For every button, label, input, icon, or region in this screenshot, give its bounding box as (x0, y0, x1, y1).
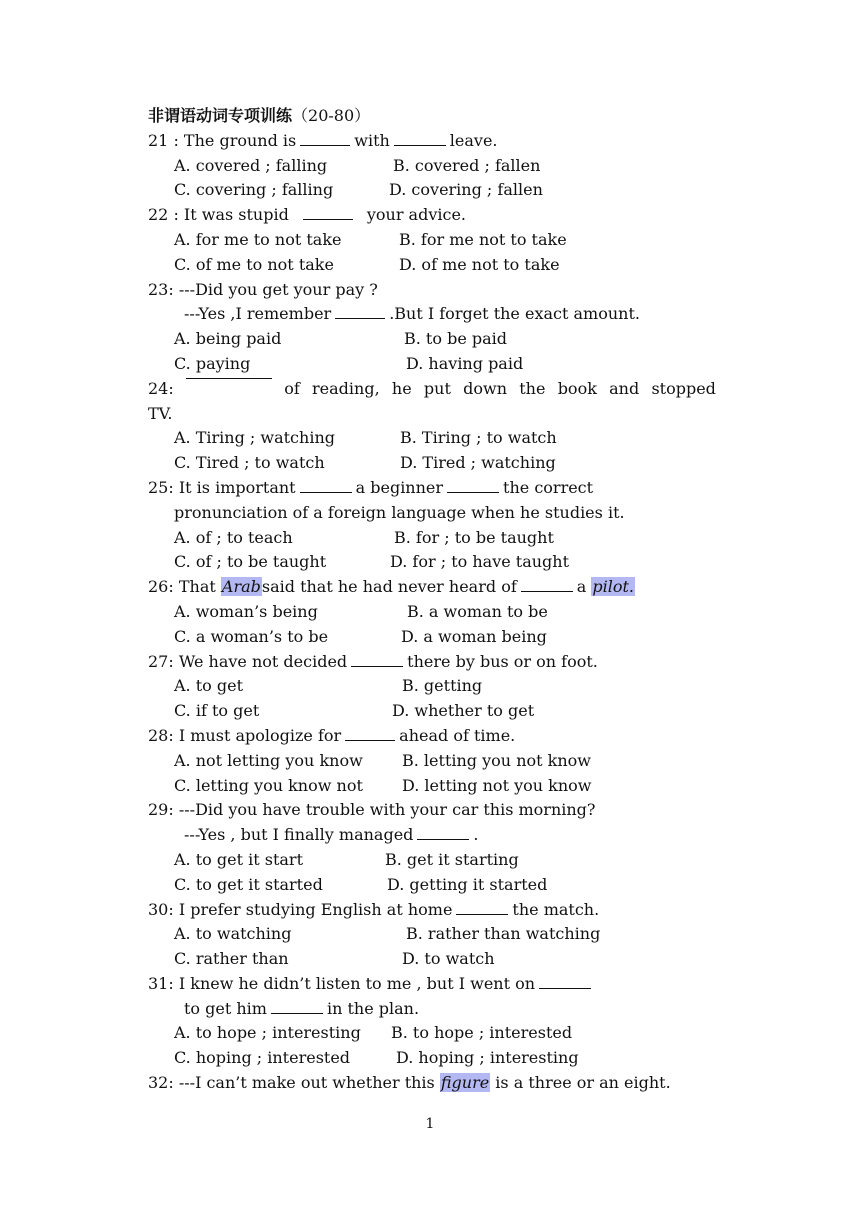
options-row (148, 228, 716, 253)
option-c: C. of ; to be taught (174, 552, 327, 572)
option-a: A. not letting you know (174, 750, 363, 770)
option-a: A. woman’s being (174, 601, 318, 621)
question-30: 30: I prefer studying English at home the match. (148, 899, 600, 919)
option-a: A. to watching (174, 924, 292, 944)
options-row (148, 327, 716, 352)
answer-blank (417, 838, 469, 840)
option-c: C. if to get (174, 701, 260, 721)
option-a: A. to hope ; interesting (174, 1023, 361, 1043)
option-d: D. covering ; fallen (389, 180, 543, 200)
option-c: C. covering ; falling (174, 180, 334, 200)
options-row (148, 550, 716, 575)
options-row (148, 774, 716, 799)
option-d: D. whether to get (392, 701, 535, 721)
option-d: D. a woman being (401, 626, 547, 646)
option-b: B. to hope ; interested (391, 1023, 573, 1043)
highlighted-word: pilot. (592, 577, 635, 597)
question-23: 23: ---Did you get your pay ? (148, 279, 378, 299)
option-d: D. getting it started (387, 874, 548, 894)
option-a: A. to get it start (174, 849, 303, 869)
options-row (148, 947, 716, 972)
option-a: A. of ; to teach (174, 527, 293, 547)
options-row (148, 451, 716, 476)
question-22: 22 : It was stupid your advice. (148, 205, 467, 225)
question-25: 25: It is important a beginner the correct (148, 477, 594, 497)
answer-blank (271, 1012, 323, 1014)
question-28: 28: I must apologize for ahead of time. (148, 725, 516, 745)
answer-blank (335, 317, 385, 319)
option-a: A. covered ; falling (174, 155, 328, 175)
options-row (148, 749, 716, 774)
option-a: A. Tiring ; watching (174, 428, 335, 448)
highlighted-word: figure (440, 1073, 490, 1093)
question-24-cont: TV. (148, 403, 173, 423)
options-row (148, 253, 716, 278)
question-31-cont: to get him in the plan. (184, 998, 420, 1018)
question-23-reply: ---Yes ,I remember .But I forget the exact amount. (184, 304, 640, 324)
options-row (148, 600, 716, 625)
question-29-reply: ---Yes , but I finally managed . (184, 825, 479, 845)
option-b: B. for ; to be taught (394, 527, 554, 547)
question-24: 24: of reading, he put down the book and stopped (148, 378, 716, 398)
option-b: B. for me not to take (399, 229, 567, 249)
question-21: 21 : The ground is with leave. (148, 130, 498, 150)
option-b: B. a woman to be (407, 601, 548, 621)
answer-blank (351, 665, 403, 667)
option-c: C. rather than (174, 949, 289, 969)
question-25-cont: pronunciation of a foreign language when he studies it. (174, 502, 625, 522)
option-d: D. to watch (402, 949, 495, 969)
option-d: D. letting not you know (402, 775, 592, 795)
option-b: B. to be paid (404, 329, 508, 349)
options-row (148, 1021, 716, 1046)
answer-blank (539, 987, 591, 989)
option-c: C. of me to not take (174, 254, 334, 274)
options-row (148, 625, 716, 650)
options-row (148, 426, 716, 451)
answer-blank (447, 491, 499, 493)
options-row (148, 154, 716, 179)
answer-blank (521, 590, 573, 592)
question-29: 29: ---Did you have trouble with your car this morning? (148, 800, 596, 820)
answer-blank (303, 218, 353, 220)
question-26: 26: That Arabsaid that he had never heard of a pilot. (148, 577, 635, 597)
option-c: C. a woman’s to be (174, 626, 329, 646)
answer-blank (300, 491, 352, 493)
option-c: C. paying (174, 353, 251, 373)
options-row (148, 674, 716, 699)
options-row (148, 1046, 716, 1071)
question-31: 31: I knew he didn’t listen to me , but I went on (148, 972, 716, 997)
answer-blank (394, 144, 446, 146)
option-b: B. covered ; fallen (393, 155, 541, 175)
page-number: 1 (425, 1116, 435, 1132)
option-c: C. Tired ; to watch (174, 453, 325, 473)
option-b: B. get it starting (385, 849, 519, 869)
options-row (148, 699, 716, 724)
option-a: A. being paid (174, 329, 282, 349)
options-row (148, 848, 716, 873)
question-32: 32: ---I can’t make out whether this figure is a three or an eight. (148, 1073, 671, 1093)
highlighted-word: Arab (221, 577, 261, 597)
answer-blank (186, 377, 272, 379)
option-a: A. for me to not take (174, 229, 342, 249)
option-b: B. Tiring ; to watch (400, 428, 557, 448)
option-c: C. to get it started (174, 874, 323, 894)
options-row (148, 352, 716, 377)
option-b: B. rather than watching (406, 924, 601, 944)
option-a: A. to get (174, 676, 244, 696)
option-c: C. letting you know not (174, 775, 363, 795)
option-b: B. getting (402, 676, 483, 696)
option-d: D. having paid (406, 353, 524, 373)
options-row (148, 178, 716, 203)
option-c: C. hoping ; interested (174, 1048, 351, 1068)
answer-blank (456, 913, 508, 915)
option-d: D. Tired ; watching (400, 453, 556, 473)
page-title: 非谓语动词专项训练（20-80） (148, 106, 371, 125)
options-row (148, 873, 716, 898)
question-27: 27: We have not decided there by bus or on foot. (148, 651, 598, 671)
option-d: D. of me not to take (399, 254, 560, 274)
answer-blank (300, 144, 350, 146)
option-d: D. hoping ; interesting (396, 1048, 579, 1068)
exercise-content (148, 104, 716, 1096)
options-row (148, 922, 716, 947)
option-b: B. letting you not know (402, 750, 591, 770)
answer-blank (345, 739, 395, 741)
option-d: D. for ; to have taught (390, 552, 570, 572)
options-row (148, 526, 716, 551)
